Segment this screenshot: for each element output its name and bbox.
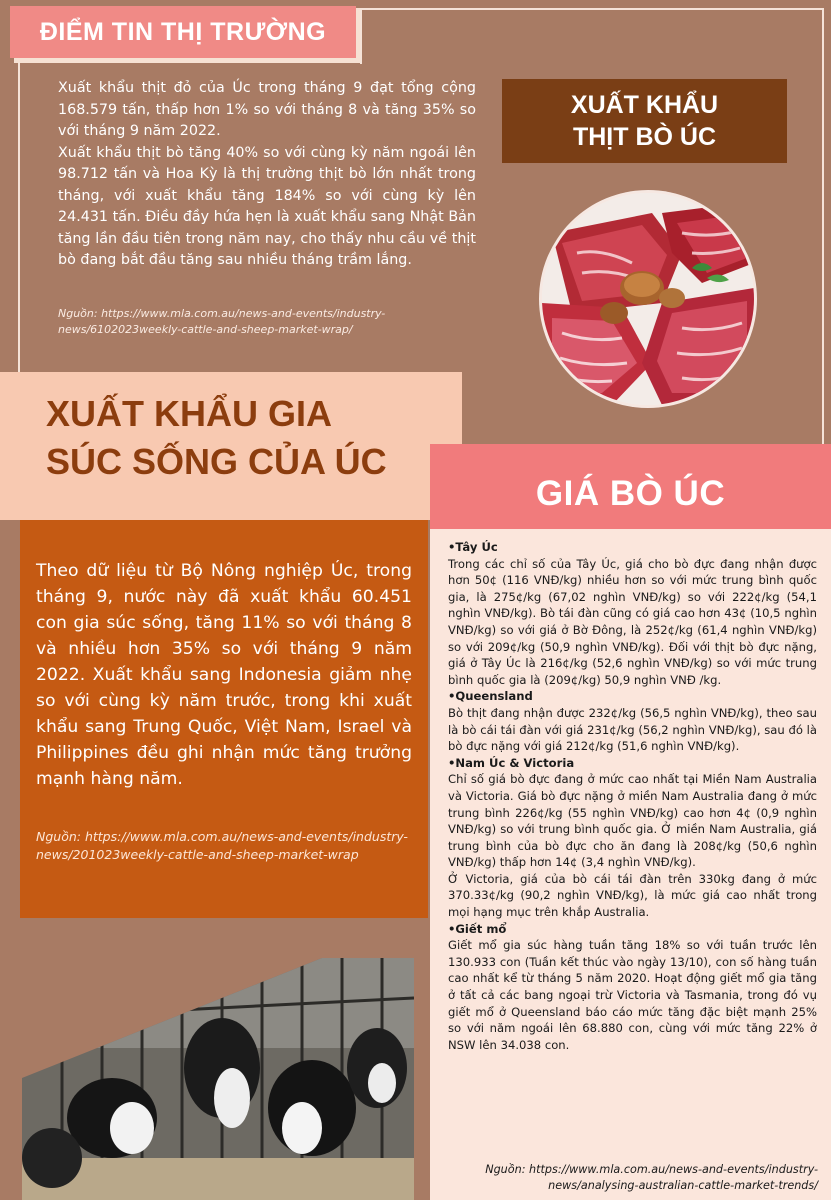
price-source-line-2: news/analysing-australian-cattle-market-trends/ [548,1179,818,1192]
region-body: Trong các chỉ số của Tây Úc, giá cho bò đực đang nhận được hơn 50¢ (116 VNĐ/kg) nhiều hơn so với mức trung bình quốc gia, là 275¢/kg (67,02 nghìn VNĐ/kg) so với 222¢/kg (54,1 nghìn VNĐ/kg). Bò tái đàn cũng có giá cao hơn 43¢ (10,5 nghìn VNĐ/kg) so với giá ở Bờ Đông, là 252¢/kg (61,4 nghìn VNĐ/kg) so với 209¢/kg (50,9 nghìn VNĐ/kg). Đối với thịt bò đực nặng, giá ở Tây Úc là 216¢/kg (52,6 nghìn VNĐ/kg) so với mức trung bình quốc gia là (209¢/kg) 50,9 nghìn VNĐ /kg. [448,556,817,687]
region-body: Bò thịt đang nhận được 232¢/kg (56,5 nghìn VNĐ/kg), theo sau là bò cái tái đàn với giá 231¢/kg (56,2 nghìn VNĐ/kg), sau đó là bò đực nặng với giá 212¢/kg (51,6 nghìn VNĐ/kg). [448,705,817,754]
market-news-badge: ĐIỂM TIN THỊ TRƯỜNG [10,6,356,58]
live-cattle-box [20,520,428,918]
frame-line-top [360,8,824,10]
intro-paragraph-1: Xuất khẩu thịt đỏ của Úc trong tháng 9 đạt tổng cộng 168.579 tấn, thấp hơn 1% so với tháng 8 và tăng 35% so với tháng 9 năm 2022. [58,80,476,139]
region-south-australia-victoria [448,755,817,921]
region-body-2: Ở Victoria, giá của bò cái tái đàn trên 330kg đang ở mức 370.33¢/kg (90,2 nghìn VNĐ/kg), là mức giá cao nhất trong mọi hạng mục trên khắp Australia. [448,871,817,920]
beef-export-title-line-1: XUẤT KHẨU [570,91,719,119]
region-body: Chỉ số giá bò đực đang ở mức cao nhất tại Miền Nam Australia và Victoria. Giá bò đực nặng ở miền Nam Australia đang ở mức trung bình 226¢/kg (55 nghìn VNĐ/kg) cao hơn 4¢ (0,9 nghìn VNĐ/kg) so với trung bình quốc gia. Ở miền Nam Australia, giá trung bình của bò đực cho ăn đang là 208¢/kg (50,6 nghìn VNĐ/kg) thấp hơn 14¢ (3,4 nghìn VNĐ/kg). [448,772,817,870]
live-cattle-source: Nguồn: https://www.mla.com.au/news-and-events/industry-news/201023weekly-cattle-and-sheep-market-wrap [36,829,408,862]
cows-illustration [22,958,414,1200]
region-slaughter [448,921,817,1054]
region-title: •Giết mổ [448,921,507,936]
live-cattle-text: Theo dữ liệu từ Bộ Nông nghiệp Úc, trong tháng 9, nước này đã xuất khẩu 60.451 con gia súc sống, tăng 11% so với tháng 8 và nhiều hơn 35% so với tháng 9 năm 2022. Xuất khẩu sang Indonesia giảm nhẹ so với cùng kỳ năm trước, trong khi xuất khẩu sang Trung Quốc, Việt Nam, Israel và Philippines đều ghi nhận mức tăng trưởng mạnh hàng năm. [36,561,412,789]
live-cattle-title [0,372,462,520]
cattle-price-box [430,529,831,1200]
cows-photo [22,958,414,1200]
region-western-australia [448,539,817,688]
intro-text [58,78,476,272]
beef-export-title-line-2: THỊT BÒ ÚC [572,123,717,151]
beef-export-title [502,79,787,163]
intro-paragraph-2: Xuất khẩu thịt bò tăng 40% so với cùng kỳ năm ngoái lên 98.712 tấn và Hoa Kỳ là thị trường thịt bò lớn nhất trong tháng, với xuất khẩu tăng 184% so với cùng kỳ lên 24.431 tấn. Điều đầy hứa hẹn là xuất khẩu sang Nhật Bản tăng lần đầu tiên trong năm nay, cho thấy nhu cầu về thịt bò đang bắt đầu tăng sau nhiều tháng trầm lắng. [58,144,476,268]
frame-line-badge [360,8,362,64]
region-title: •Nam Úc & Victoria [448,755,575,770]
region-body: Giết mổ gia súc hàng tuần tăng 18% so với tuần trước lên 130.933 con (Tuần kết thúc vào ngày 13/10), con số hàng tuần cao nhất kể từ tháng 5 năm 2020. Hoạt động giết mổ gia tăng ở tất cả các bang ngoại trừ Victoria và Tasmania, trong đó vụ giết mổ ở Queensland báo cáo mức tăng đặc biệt mạnh 25% so với năm ngoái lên 68.880 con, cùng với mức tăng 22% ở NSW lên 34.038 con. [448,938,817,1052]
intro-source: Nguồn: https://www.mla.com.au/news-and-events/industry-news/6102023weekly-cattle-and-sheep-market-wrap/ [58,307,386,336]
price-source-line-1: Nguồn: https://www.mla.com.au/news-and-events/industry- [485,1163,818,1176]
live-cattle-title-line-2: SÚC SỐNG CỦA ÚC [46,441,387,482]
region-queensland [448,688,817,754]
frame-line-right [822,8,824,444]
live-cattle-title-line-1: XUẤT KHẨU GIA [46,393,332,434]
meat-photo [542,193,754,405]
region-title: •Tây Úc [448,540,498,554]
meat-illustration [542,193,754,405]
region-title: •Queensland [448,689,533,704]
cattle-price-title: GIÁ BÒ ÚC [430,444,831,529]
price-source [440,1162,818,1194]
frame-line-left [18,62,20,374]
